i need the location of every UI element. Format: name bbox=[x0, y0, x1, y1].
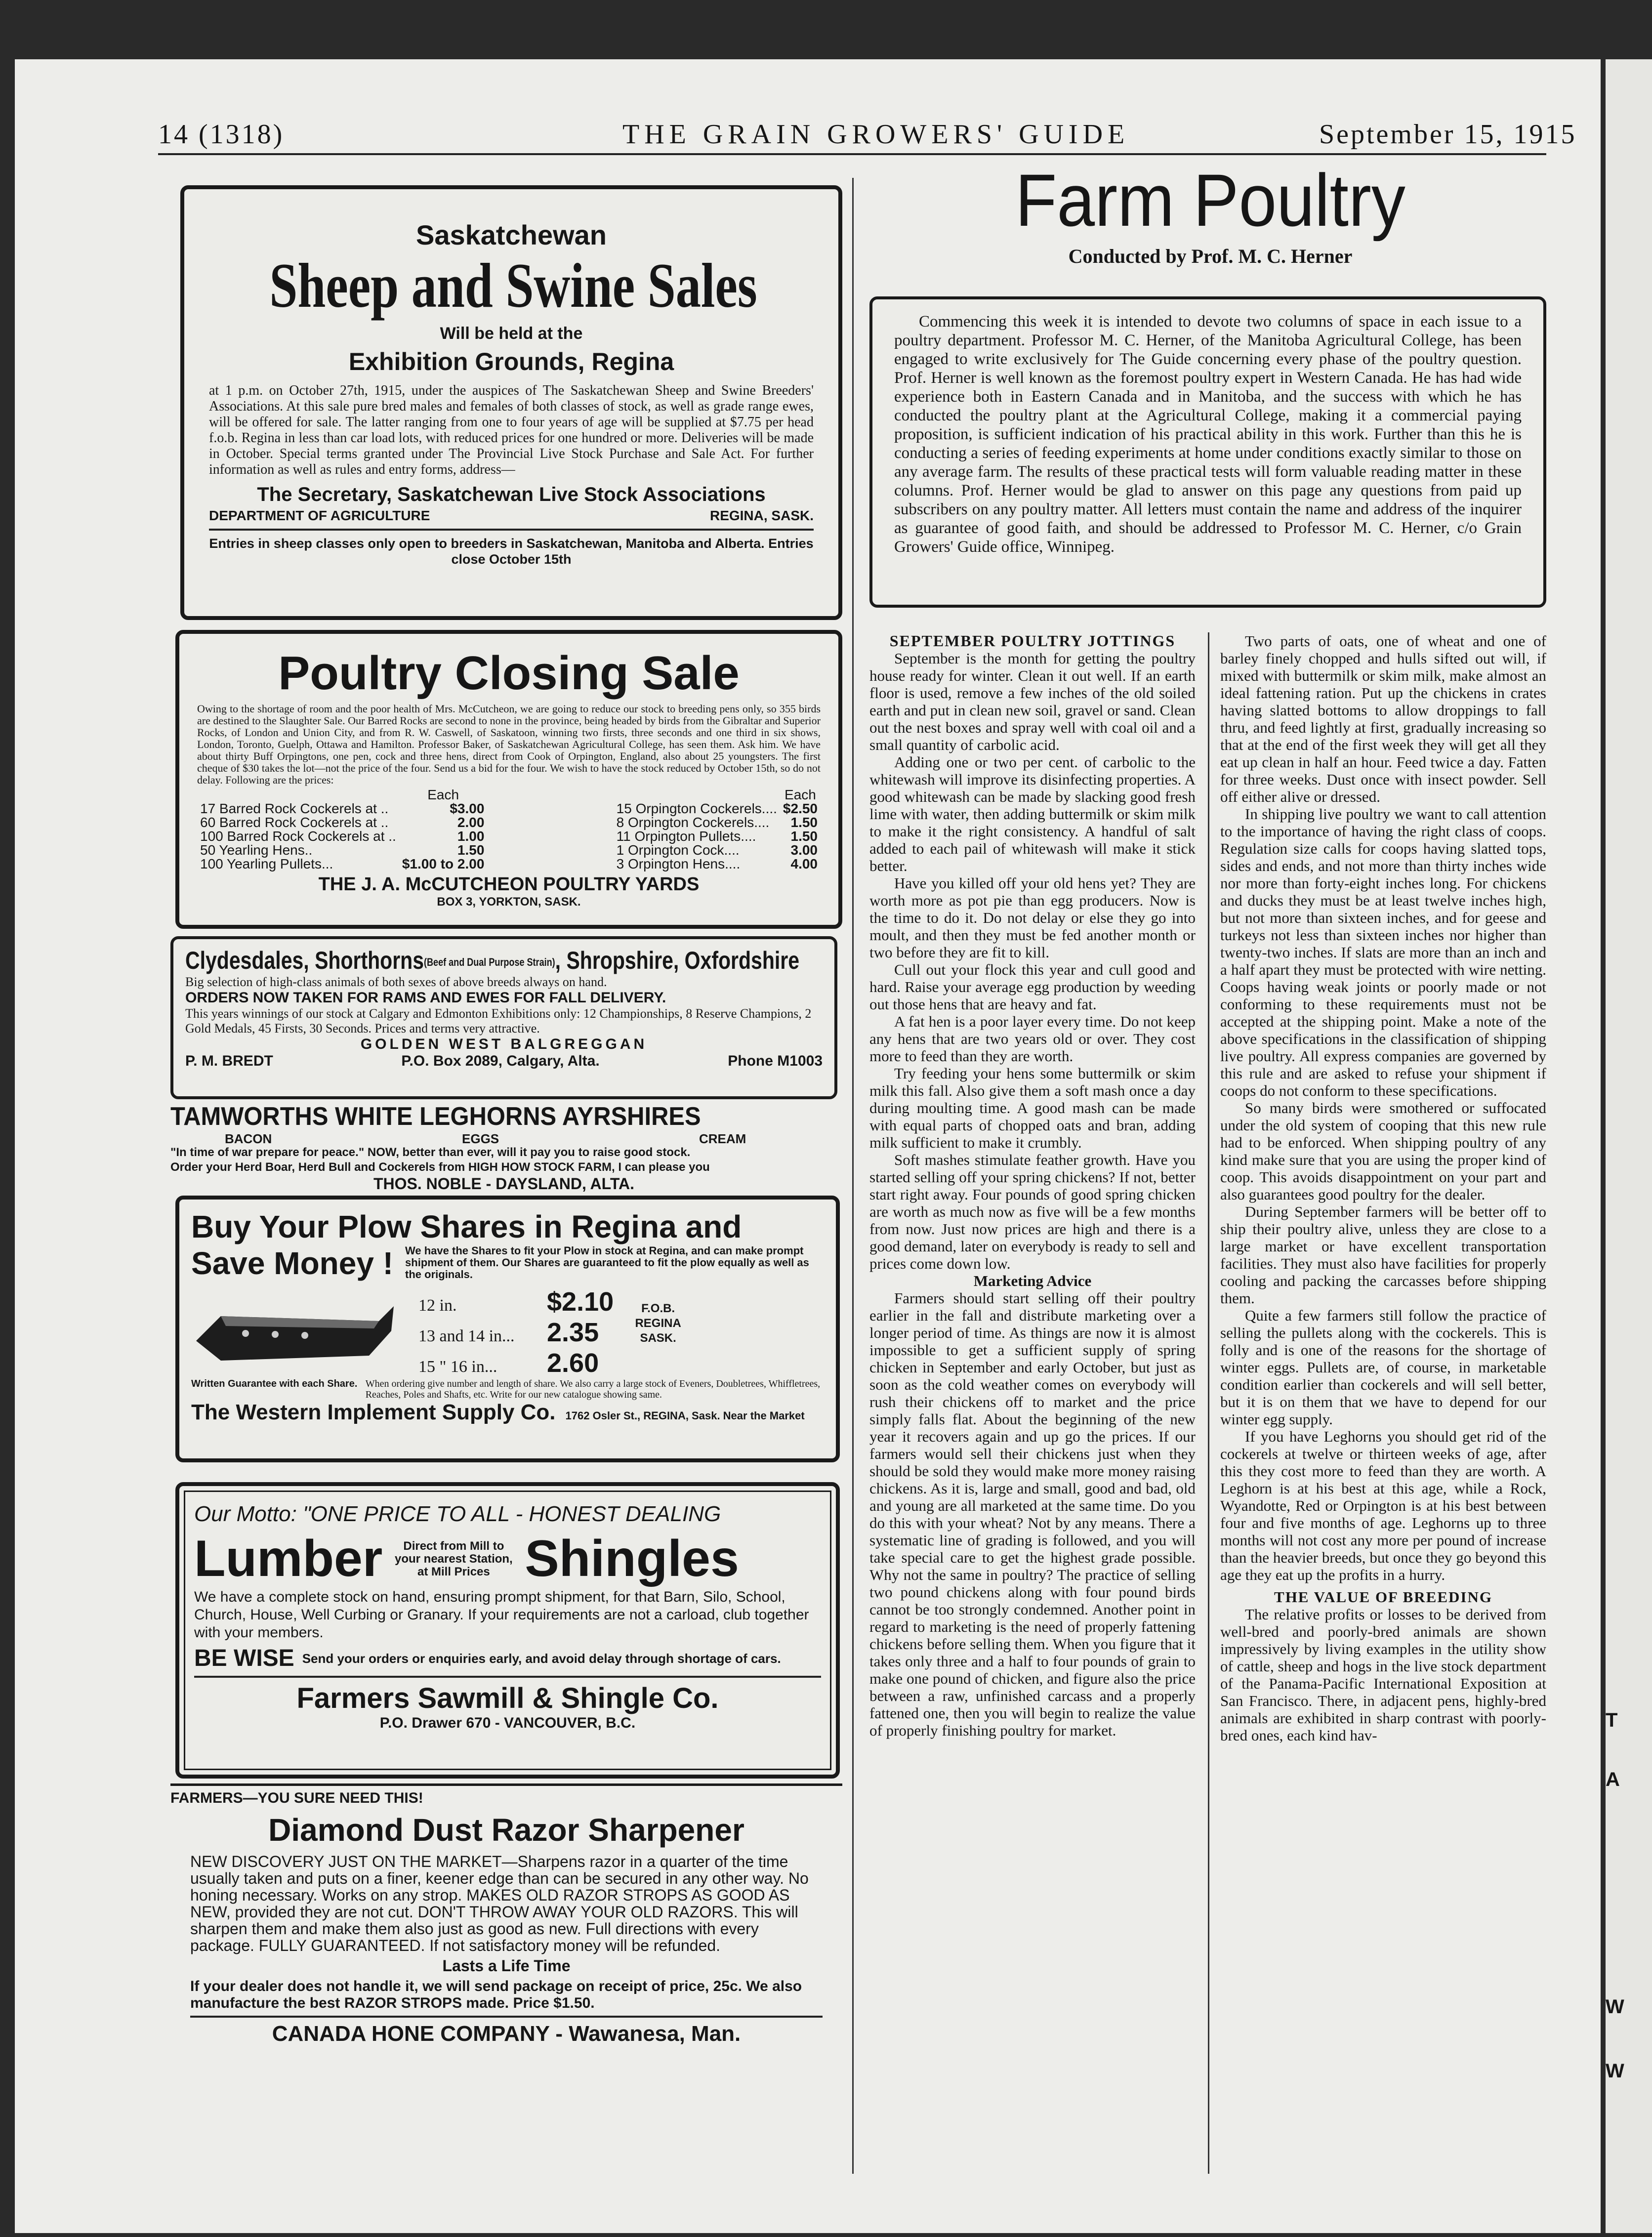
ad-title-row bbox=[194, 1530, 821, 1588]
price-list bbox=[418, 1286, 614, 1378]
price-table-left bbox=[197, 788, 487, 871]
section-heading: SEPTEMBER POULTRY JOTTINGS bbox=[889, 632, 1176, 650]
article-column-1 bbox=[869, 632, 1196, 1739]
ad-also: When ordering give number and length of share. We also carry a large stock of Eveners, Doubletrees, Whiffletrees, Reaches, Poles and Shafts, etc. Write for our new catalogue showing same. bbox=[365, 1378, 821, 1400]
each-label: Each bbox=[785, 787, 816, 802]
price-row: 50 Yearling Hens.. 1.50 bbox=[200, 842, 485, 858]
ad-contact-row bbox=[185, 1053, 823, 1070]
header-rule bbox=[158, 153, 1546, 155]
price-row: 15 " 16 in... 2.60 bbox=[418, 1348, 599, 1378]
issue-date: September 15, 1915 bbox=[1319, 119, 1577, 150]
ad-fob: F.O.B. REGINA SASK. bbox=[635, 1302, 681, 1345]
article-column-2 bbox=[1220, 632, 1546, 1744]
ad-address: 1762 Osler St., REGINA, Sask. Near the Market bbox=[565, 1409, 805, 1422]
ad-phone: Phone M1003 bbox=[728, 1053, 823, 1069]
ad-address: P.O. Drawer 670 - VANCOUVER, B.C. bbox=[379, 1715, 636, 1731]
ad-title: TAMWORTHS WHITE LEGHORNS AYRSHIRES bbox=[170, 1102, 701, 1131]
ad-box: P.O. Box 2089, Calgary, Alta. bbox=[401, 1053, 600, 1069]
ad-wise: BE WISE bbox=[194, 1645, 294, 1671]
price-row: 8 Orpington Cockerels.... 1.50 bbox=[616, 815, 818, 830]
section-subheading: Marketing Advice bbox=[973, 1272, 1092, 1289]
ad-line: Order your Herd Boar, Herd Bull and Cockerels from HIGH HOW STOCK FARM, I can please you bbox=[170, 1160, 710, 1174]
ad-need: FARMERS—YOU SURE NEED THIS! bbox=[170, 1790, 423, 1806]
paragraph: Quite a few farmers still follow the practice of selling the pullets along with the cockerels. This is folly and is one of the reasons for the shortage of winter eggs. Pullets are, of course, in marketable condition earlier than cockerels and will sell better, but it is on them that we have to depend for our winter egg supply. bbox=[1220, 1307, 1546, 1428]
price-row: 13 and 14 in... 2.35 bbox=[418, 1318, 599, 1347]
ad-title: Clydesdales, Shorthorns(Beef and Dual Purpose Strain), Shropshire, Oxfordshire bbox=[185, 947, 800, 974]
ad-plow-shares bbox=[175, 1196, 840, 1462]
ad-line: "In time of war prepare for peace." NOW, better than ever, will it pay you to raise good stock. bbox=[170, 1146, 691, 1159]
price-row: 100 Barred Rock Cockerels at .. 1.00 bbox=[200, 829, 485, 844]
column-rule bbox=[852, 178, 854, 2174]
ad-body: NEW DISCOVERY JUST ON THE MARKET—Sharpens razor in a quarter of the time usually taken and puts on a finer, keener edge than can be secured in any other way. No honing necessary. Works on any strop. MAKES OLD RAZOR STROPS AS GOOD AS NEW, provided they are not cut. DON'T THROW AWAY YOUR OLD RAZORS. This will sharpen them and make them also just as good as new. Full directions with every package. FULLY GUARANTEED. If not satisfactory money will be refunded. bbox=[190, 1853, 809, 1954]
ad-title: Sheep and Swine Sales bbox=[269, 250, 757, 321]
ad-shingles: Shingles bbox=[525, 1530, 739, 1587]
ad-farm: GOLDEN WEST BALGREGGAN bbox=[360, 1036, 648, 1052]
price-row: 12 in. $2.10 bbox=[418, 1287, 614, 1317]
paragraph: Have you killed off your old hens yet? They are worth more as pot pie than egg producers. Now is the time to do it. Do not delay or else they go into moult, and then they must be fed another month or two before they are fit to kill. bbox=[869, 874, 1196, 961]
ad-address: The Secretary, Saskatchewan Live Stock Associations bbox=[257, 484, 766, 505]
ad-title: Poultry Closing Sale bbox=[278, 647, 740, 700]
paragraph: Cull out your flock this year and cull good and hard. Raise your average egg production by weeding out those hens that are heavy and fat. bbox=[869, 961, 1196, 1013]
ad-clydesdales bbox=[170, 936, 837, 1099]
ad-winnings: This years winnings of our stock at Calgary and Edmonton Exhibitions only: 12 Championships, 8 Reserve Champions, 2 Gold Medals, 45 Firsts, 30 Seconds. Prices and terms very attractive. bbox=[185, 1006, 812, 1036]
ad-body: We have a complete stock on hand, ensuring prompt shipment, for that Barn, Silo, School, Church, House, Well Curbing or Granary. If your requirements are not a carload, club together with your members. bbox=[194, 1589, 809, 1641]
edge-letter: W bbox=[1606, 1996, 1624, 2018]
paragraph: Try feeding your hens some buttermilk or skim milk this fall. Also give them a soft mash once a day during moulting time. A good mash can be made with equal parts of chopped oats and bran, adding milk sufficient to make it crumbly. bbox=[869, 1065, 1196, 1151]
ad-subtitle: Will be held at the bbox=[440, 324, 583, 343]
ad-body: Owing to the shortage of room and the poor health of Mrs. McCutcheon, we are going to reduce our stock to breeding pens only, so 355 birds are destined to the Slaughter Sale. Our Barred Rocks are second to none in the province, being headed by birds from the Gibraltar and Superior Rocks, of London and Union City, and from R. W. Caswell, of Saskatoon, winning two firsts, three seconds and one third in six shows, London, Toronto, Guelph, Ottawa and Hamilton. Professor Baker, of Saskatchewan Agricultural College, has seen them. Ask him. We have about thirty Buff Orpingtons, one pen, cock and three hens, direct from Cook of Orpington, England, also about 25 youngsters. The first cheque of $30 takes the lot—not the price of the four. Send us a bid for the four. We wish to have the stock reduced by October 15th, so do not delay. Following are the prices: bbox=[197, 703, 821, 786]
ad-lumber-shingles bbox=[175, 1482, 840, 1779]
ad-dealer: If your dealer does not handle it, we will send package on receipt of price, 25c. We also manufacture the best RAZOR STROPS made. Price $1.50. bbox=[190, 1978, 802, 2011]
paragraph: Adding one or two per cent. of carbolic to the whitewash will improve its disinfecting properties. A good whitewash can be made by slacking good fresh lime with water, then adding buttermilk or skim milk to make it the right consistency. A handful of salt added to each pail of whitewash will make it stick better. bbox=[869, 753, 1196, 874]
article-title: Farm Poultry bbox=[1015, 159, 1405, 242]
price-row: 60 Barred Rock Cockerels at .. 2.00 bbox=[200, 815, 485, 830]
paragraph: During September farmers will be better off to ship their poultry alive, unless they are close to a large market or have excellent transportation facilities. They must also have facilities for properly cooling and packing the carcasses before shipping them. bbox=[1220, 1203, 1546, 1307]
ad-company: The Western Implement Supply Co. bbox=[191, 1400, 556, 1424]
ad-name: THOS. NOBLE - DAYSLAND, ALTA. bbox=[373, 1175, 634, 1193]
ad-blurb: We have the Shares to fit your Plow in stock at Regina, and can make prompt shipment of them. Our Shares are guaranteed to fit the plow equally as well as the originals. bbox=[405, 1244, 809, 1281]
ad-subs: BACON EGGS CREAM bbox=[225, 1131, 746, 1146]
price-row: 100 Yearling Pullets... $1.00 to 2.00 bbox=[200, 856, 485, 871]
ad-wise-row bbox=[194, 1645, 821, 1672]
paragraph: September is the month for getting the poultry house ready for winter. Clean it out well. If an earth floor is used, remove a few inches of the old soiled earth and put in clean new soil, gravel or sand. Clean out the nest boxes and spray well with coal oil and a small quantity of carbolic acid. bbox=[869, 650, 1196, 753]
ad-wise-text: Send your orders or enquiries early, and avoid delay through shortage of cars. bbox=[302, 1651, 781, 1666]
ad-dept-row bbox=[209, 508, 814, 524]
divider bbox=[194, 1676, 821, 1678]
ad-city: REGINA, SASK. bbox=[709, 508, 814, 523]
paragraph: If you have Leghorns you should get rid of the cockerels at twelve or thirteen weeks of age, after this they cost more to feed than they are worth. A Leghorn is at his best at this age, while a Rock, Wyandotte, Red or Orpington is at his best between four and five months of age. Leghorns up to three months will not cost any more per pound of increase than the heavier breeds, but once they go beyond this age they eat up the profits in a hurry. bbox=[1220, 1428, 1546, 1583]
ad-address: BOX 3, YORKTON, SASK. bbox=[437, 895, 581, 909]
paragraph: So many birds were smothered or suffocated under the old system of cooping that this new rule had to be enforced. When shipping poultry of any kind make sure that you are using the proper kind of coop. This avoids disappointment on your part and also guarantees good poultry for the dealer. bbox=[1220, 1099, 1546, 1203]
ad-razor-sharpener bbox=[170, 1783, 842, 2082]
ad-poultry-closing-sale bbox=[175, 630, 842, 929]
section-heading: THE VALUE OF BREEDING bbox=[1274, 1588, 1492, 1606]
paragraph: The relative profits or losses to be derived from well-bred and poorly-bred animals are shown impressively by living examples in the utility show of cattle, sheep and hogs in the live stock department of the Panama-Pacific International Exposition at San Francisco. There, in adjacent pens, highly-bred animals are exhibited in sharp contrast with poorly-bred ones, each kind hav- bbox=[1220, 1606, 1546, 1744]
ad-footer-row bbox=[191, 1378, 824, 1400]
price-row: 15 Orpington Cockerels.... $2.50 bbox=[616, 801, 818, 816]
ad-dept: DEPARTMENT OF AGRICULTURE bbox=[209, 508, 430, 523]
ad-guarantee: Written Guarantee with each Share. bbox=[191, 1378, 358, 1389]
ad-orders: ORDERS NOW TAKEN FOR RAMS AND EWES FOR FALL DELIVERY. bbox=[185, 990, 666, 1006]
edge-letter: A bbox=[1606, 1769, 1620, 1790]
each-label: Each bbox=[427, 787, 459, 802]
paragraph: A fat hen is a poor layer every time. Do not keep any hens that are two years old or over. They cost more to feed than they are worth. bbox=[869, 1013, 1196, 1065]
price-row: 11 Orpington Pullets.... 1.50 bbox=[616, 829, 818, 844]
ad-entries: Entries in sheep classes only open to breeders in Saskatchewan, Manitoba and Alberta. Entries close October 15th bbox=[209, 536, 814, 567]
price-tables bbox=[197, 788, 821, 871]
adjacent-page-edge bbox=[1606, 59, 1652, 2233]
paragraph: In shipping live poultry we want to call attention to the importance of having the right class of coops. Regulation size calls for coops having slatted tops, sides and ends, and not more than thirty inches wide nor more than forty-eight inches long. For chickens and ducks they must be at least twelve inches high, but not more than sixteen inches, and for geese and turkeys not less than sixteen inches nor higher than twenty-two inches. If slats are more than an inch and a half apart they must be protected with wire netting. Coops having weak joints or poorly made or not conforming to these requirements must not be accepted at the shipping point. Make a note of the above specifications in the classification of shipping live poultry. All express companies are governed by this rule and are asked to refuse your shipment if coops do not conform to these specifications. bbox=[1220, 805, 1546, 1099]
ad-name: P. M. BREDT bbox=[185, 1053, 273, 1069]
ad-product-row bbox=[191, 1286, 824, 1378]
ad-line: Big selection of high-class animals of both sexes of above breeds always on hand. bbox=[185, 975, 607, 989]
ad-province: Saskatchewan bbox=[416, 219, 607, 250]
plow-share-illustration bbox=[191, 1286, 399, 1370]
ad-title: Save Money ! bbox=[191, 1245, 394, 1281]
paragraph: Two parts of oats, one of wheat and one of barley finely chopped and hulls sifted out will, if mixed with buttermilk or skim milk, make almost an ideal fattening ration. Put up the chickens in crates having slatted bottoms to allow droppings to fall thru, and feed lightly at first, gradually increasing so that at the end of the first week they will get all they eat up clean in half an hour. Feed twice a day. Fatten for three weeks. Dust once with insect powder. Sell off either alive or dressed. bbox=[1220, 632, 1546, 805]
ad-motto: Our Motto: "ONE PRICE TO ALL - HONEST DEALING bbox=[194, 1502, 721, 1526]
ad-lasts: Lasts a Life Time bbox=[442, 1957, 571, 1975]
ad-tamworths bbox=[170, 1102, 837, 1191]
intro-text: Commencing this week it is intended to devote two columns of space in each issue to a poultry department. Professor M. C. Herner, of the Manitoba Agricultural College, has been engaged to write exclusively for The Guide concerning every phase of the poultry question. Prof. Herner is well known as the foremost poultry expert in Western Canada. He has had wide experience both in Eastern Canada and in Manitoba, and the success with which he has conducted the poultry plant at the Agricultural College, making it a commercial paying proposition, is sufficient indication of his practical ability in this work. Further than this he is conducting a series of feeding experiments at home under conditions exactly similar to those on any average farm. The results of these practical tests will form valuable reading matter in these columns. Prof. Herner would be glad to answer on this page any questions from paid up subscribers on any poultry matter. All letters must contain the name and address of the inquirer as guarantee of good faith, and should be addressed to Professor M. C. Herner, c/o Grain Growers' Guide office, Winnipeg. bbox=[894, 313, 1522, 556]
ad-title-row bbox=[191, 1245, 824, 1282]
divider bbox=[190, 2016, 823, 2018]
price-table-right bbox=[614, 788, 821, 871]
page-number: 14 (1318) bbox=[158, 119, 285, 150]
ad-mid: Direct from Mill to your nearest Station, at Mill Prices bbox=[395, 1539, 513, 1578]
ad-farm: THE J. A. McCUTCHEON POULTRY YARDS bbox=[318, 874, 700, 895]
paragraph: Soft mashes stimulate feather growth. Have you started selling off your spring chickens? If not, better start right away. Four pounds of good spring chicken are worth as much now as five will be a few months from now. Just now prices are high and there is a good demand, later on everybody is ready to sell and prices come down low. bbox=[869, 1151, 1196, 1272]
ad-lumber: Lumber bbox=[194, 1530, 383, 1587]
price-row: 17 Barred Rock Cockerels at .. $3.00 bbox=[200, 801, 485, 816]
ad-body: at 1 p.m. on October 27th, 1915, under the auspices of The Saskatchewan Sheep and Swine Breeders' Associations. At this sale pure bred males and females of both classes of stock, as well as grade range ewes, will be offered for sale. The latter ranging from one to four years of age will be supplied at $7.75 per head f.o.b. Regina in less than car load lots, with reduced prices for one hundred or more. Deliveries will be made in October. Special terms granted under The Provincial Live Stock Purchase and Sale Act. For further information as well as rules and entry forms, address— bbox=[209, 383, 814, 477]
ad-company-row bbox=[191, 1400, 824, 1425]
price-row: 1 Orpington Cock.... 3.00 bbox=[616, 842, 818, 858]
edge-letter: T bbox=[1606, 1709, 1618, 1731]
intro-box bbox=[869, 296, 1546, 608]
paragraph: Farmers should start selling off their poultry earlier in the fall and distribute marketing over a longer period of time. As things are now it is almost impossible to get a sufficient supply of spring chicken in September and early October, but just as soon as the cold weather comes on everybody will rush their chickens off to market and the price simply falls flat. About the beginning of the new year it recovers again and up go the prices. If our farmers would sell their chickens just when they should be sold they would make more money raising chickens. As it is, large and small, good and bad, old and young are all marketed at the same time. Do you do this with your wheat? Not by any means. There a systematic line of grading is followed, and you will take special care to get the highest grade possible. Why not the same in poultry? The practice of selling two pound chickens along with four pound birds cannot be too strongly condemned. Another point in regard to marketing is the need of properly fattening chickens before selling them. When you figure that it takes only three and a half to four pounds of grain to make one pound of chicken, and figure also the price between a raw, unfinished carcass and a properly fattened one, then you will begin to realize the value of properly finishing poultry for market. bbox=[869, 1289, 1196, 1739]
edge-letter: W bbox=[1606, 2060, 1624, 2082]
divider bbox=[209, 529, 814, 531]
ad-place: Exhibition Grounds, Regina bbox=[348, 348, 674, 375]
price-row: 3 Orpington Hens.... 4.00 bbox=[616, 856, 818, 871]
article-byline: Conducted by Prof. M. C. Herner bbox=[1068, 245, 1353, 267]
ad-sheep-swine-sales bbox=[180, 185, 842, 620]
ad-title: Diamond Dust Razor Sharpener bbox=[268, 1812, 744, 1848]
ad-company: CANADA HONE COMPANY - Wawanesa, Man. bbox=[272, 2022, 741, 2046]
newspaper-name: THE GRAIN GROWERS' GUIDE bbox=[622, 119, 1130, 150]
column-rule bbox=[1208, 632, 1209, 2174]
ad-company: Farmers Sawmill & Shingle Co. bbox=[296, 1682, 719, 1714]
ad-title: Buy Your Plow Shares in Regina and bbox=[191, 1209, 742, 1244]
